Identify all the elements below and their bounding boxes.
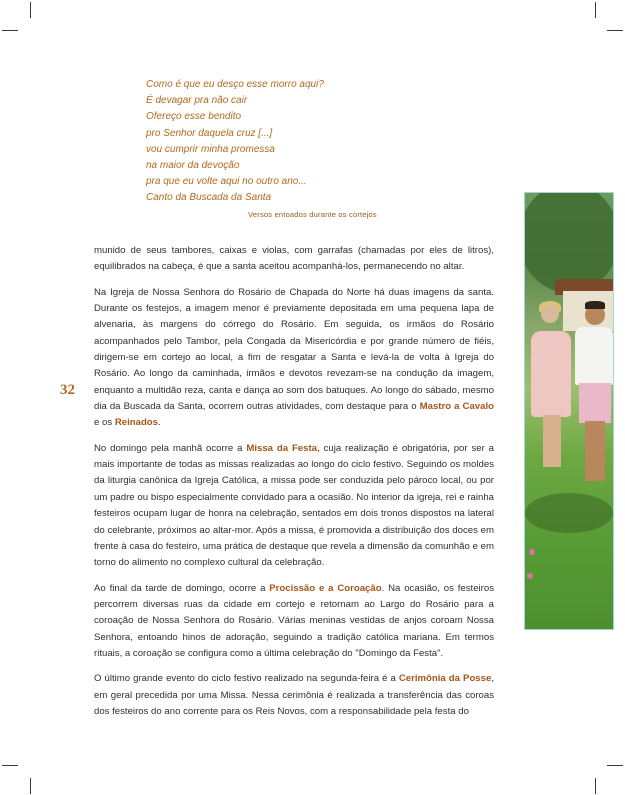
paragraph-5-start: O último grande evento do ciclo festivo realizado na segunda-feira é a xyxy=(94,673,399,685)
crop-mark-right-top xyxy=(607,30,623,31)
body-text xyxy=(94,243,494,729)
photo-man-hair xyxy=(585,301,605,309)
paragraph-2 xyxy=(94,285,494,432)
verse-line: Como é que eu desço esse morro aqui? xyxy=(146,79,324,90)
paragraph-3-text: , cuja realização é obrigatória, por ser a mais importante de todas as missas realizadas ao longo do ciclo festivo. Seguindo os moldes da liturgia canônica da Igreja Católica, a missa pode ser conduzida pelo pároco local, ou por um padre ou bispo especialmente convidado para a ocasião. No interior da igreja, rei e rainha festeiros ocupam lugar de honra na celebração, sentados em dois tronos dispostos na lateral do celebrante, próximos ao altar-mor. Após a missa, é promovida a distribuição dos doces em frente à casa do festeiro, uma prática de destaque que revela a dimensão da comunhão e em torno do alimento no complexo cultural da celebração. xyxy=(94,442,495,569)
crop-mark-top-left xyxy=(30,2,31,18)
paragraph-3-start: No domingo pela manhã ocorre a xyxy=(94,442,247,454)
keyword-reinados: Reinados xyxy=(114,417,158,429)
keyword-procissao-e-coroacao: Procissão e a Coroação xyxy=(269,582,382,594)
crop-mark-bottom-left xyxy=(30,778,31,794)
crop-mark-left-top xyxy=(2,30,18,31)
paragraph-4 xyxy=(94,581,494,663)
paragraph-2-end: . xyxy=(158,417,161,429)
crop-mark-left-bottom xyxy=(2,765,18,766)
paragraph-5-text: , em geral precedida por uma Missa. Nessa cerimônia é realizada a transferência das coroas dos festeiros do ano corrente para os Reis Novos, com a responsabilidade pela festa do xyxy=(94,673,494,717)
verse-caption: Versos entoados durante os cortejos xyxy=(248,210,377,219)
paragraph-4-start: Ao final da tarde de domingo, ocorre a xyxy=(94,582,270,594)
photo-woman-dress xyxy=(531,331,571,417)
photo-man-shorts xyxy=(579,383,611,423)
keyword-cerimonia-da-posse: Cerimônia da Posse xyxy=(398,673,492,685)
verse-line: Ofereço esse bendito xyxy=(146,111,242,123)
paragraph-4-text: . Na ocasião, os festeiros percorrem diversas ruas da cidade em cortejo e retornam ao Largo do Rosário para a coroação de Nossa Senhora do Rosário. Várias meninas vestidas de anjos coroam Nossa Senhora, entoando hinos de adoração, seguindo a tradição católica mariana. Em termos rituais, a coroação se configura como a última celebração do "Domingo da Festa". xyxy=(94,582,494,659)
crop-mark-top-right xyxy=(595,2,596,18)
verse-line: na maior da devoção xyxy=(146,160,240,172)
photo-woman-legs xyxy=(543,415,561,467)
page-number: 32 xyxy=(60,382,75,398)
paragraph-1-text: munido de seus tambores, caixas e violas, com garrafas (chamadas por eles de litros), equilibrados na cabeça, é que a santa aceitou acompanhá-los, permanecendo no altar. xyxy=(94,245,494,273)
paragraph-3 xyxy=(94,441,494,572)
photo-man-legs xyxy=(585,421,605,481)
crop-mark-right-bottom xyxy=(607,765,623,766)
paragraph-5 xyxy=(94,671,494,720)
verse-line: vou cumprir minha promessa xyxy=(146,143,275,155)
keyword-missa-da-festa: Missa da Festa xyxy=(246,442,318,454)
photo-flower xyxy=(529,549,535,555)
verse-line: É devagar pra não cair xyxy=(146,95,248,107)
festival-photo xyxy=(524,192,614,630)
paragraph-1 xyxy=(94,243,494,276)
verse-line: pra que eu volte aqui no outro ano... xyxy=(146,176,307,188)
photo-flower xyxy=(527,573,533,579)
verse-source: Canto da Buscada da Santa xyxy=(146,192,272,204)
photo-tree xyxy=(524,192,614,293)
crop-mark-bottom-right xyxy=(595,778,596,794)
paragraph-2-mid: e os xyxy=(94,417,115,429)
keyword-mastro-a-cavalo: Mastro a Cavalo xyxy=(419,401,494,413)
photo-shadow xyxy=(525,493,613,533)
photo-woman-head xyxy=(541,305,559,323)
paragraph-2-text: Na Igreja de Nossa Senhora do Rosário de Chapada do Norte há duas imagens da santa. Durante os festejos, a imagem menor é previamente depositada em uma pequena lapa de alvenaria, às margens do córrego do Rosário. Em seguida, os irmãos do Rosário acompanhados pelo Tambor, pela Congada da Misericórdia e por grande número de fiéis, dirigem-se em cortejo ao local, a fim de resgatar a Santa e levá-la de volta à Igreja do Rosário. Ao longo da caminhada, irmãos e devotos revezam-se na condução da imagem, enquanto a multidão reza, canta e dança ao som dos batuques. Ao longo do sábado, mesmo dia da Buscada da Santa, ocorrem outras atividades, com destaque para o xyxy=(94,286,494,413)
verse-block xyxy=(146,77,466,207)
verse-line: pro Senhor daquela cruz [...] xyxy=(146,127,273,139)
photo-man-shirt xyxy=(575,327,613,385)
